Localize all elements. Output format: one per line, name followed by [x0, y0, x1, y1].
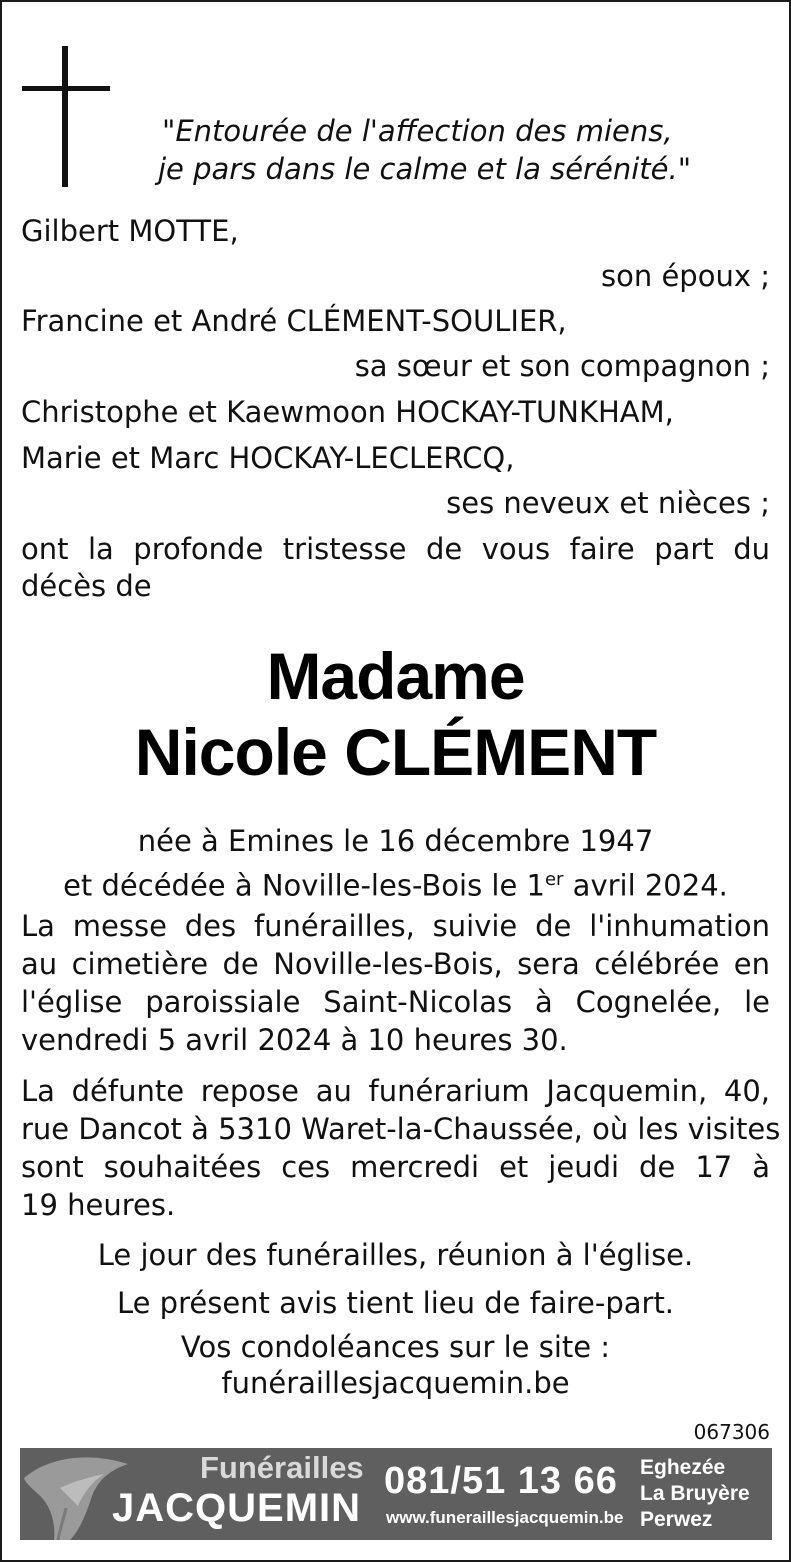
announcement-line-1: ont la profonde tristesse de vous faire part du: [21, 532, 770, 566]
condolences-note: Vos condoléances sur le site :: [180, 1330, 611, 1364]
location-2: La Bruyère: [640, 1482, 750, 1505]
visitation-paragraph: [21, 1072, 781, 1224]
husband-relation: son époux ;: [601, 259, 770, 293]
quote-line-2: je pars dans le calme et la sérénité.": [158, 152, 692, 186]
meeting-note: Le jour des funérailles, réunion à l'église.: [97, 1238, 694, 1272]
website-link[interactable]: www.funeraillesjacquemin.be: [386, 1508, 624, 1527]
birth-info: née à Emines le 16 décembre 1947: [137, 824, 654, 858]
husband-name: Gilbert MOTTE,: [21, 214, 239, 248]
location-1: Eghezée: [640, 1456, 726, 1479]
reference-number: 067306: [693, 1420, 770, 1444]
death-info-ordinal: er: [544, 869, 564, 890]
deceased-title: Madame: [266, 639, 525, 713]
death-info-prefix: et décédée à Noville-les-Bois le 1: [63, 868, 545, 903]
nephew-name-2: Marie et Marc HOCKAY-LECLERCQ,: [21, 441, 515, 475]
brand-line-1: Funérailles: [200, 1450, 364, 1485]
funeral-line-3: l'église paroissiale Saint-Nicolas à Cognelée, le: [21, 985, 770, 1019]
visitation-line-4: 19 heures.: [21, 1188, 176, 1222]
funeral-line-2: au cimetière de Noville-les-Bois, sera célébrée en: [21, 947, 770, 981]
funeral-line-1: La messe des funérailles, suivie de l'inhumation: [21, 909, 770, 943]
nephews-relation: ses neveux et nièces ;: [446, 486, 770, 520]
epitaph-quote: [158, 112, 692, 188]
visitation-line-1: La défunte repose au funérarium Jacquemin, 40,: [21, 1074, 770, 1108]
sister-name: Francine et André CLÉMENT-SOULIER,: [21, 304, 567, 338]
sister-relation: sa sœur et son compagnon ;: [354, 349, 770, 383]
visitation-line-3: sont souhaitées ces mercredi et jeudi de 17 à: [21, 1150, 770, 1184]
visitation-line-2: rue Dancot à 5310 Waret-la-Chaussée, où les visites: [21, 1112, 781, 1146]
phone-number[interactable]: 081/51 13 66: [384, 1460, 618, 1502]
death-info: [21, 859, 770, 907]
funeral-line-4: vendredi 5 avril 2024 à 10 heures 30.: [21, 1023, 568, 1057]
deceased-name: Nicole CLÉMENT: [134, 715, 657, 789]
nephew-name-1: Christophe et Kaewmoon HOCKAY-TUNKHAM,: [21, 395, 674, 429]
death-info-suffix: avril 2024.: [563, 868, 728, 903]
funeral-home-banner: [20, 1448, 772, 1540]
quote-line-1: "Entourée de l'affection des miens,: [162, 114, 673, 148]
brand-line-2: JACQUEMIN: [112, 1486, 362, 1530]
condolences-site[interactable]: funéraillesjacquemin.be: [221, 1366, 570, 1400]
faire-part-note: Le présent avis tient lieu de faire-part.: [116, 1286, 675, 1320]
funeral-paragraph: [21, 907, 770, 1059]
announcement-line-2: décès de: [21, 569, 152, 603]
location-3: Perwez: [640, 1508, 713, 1531]
